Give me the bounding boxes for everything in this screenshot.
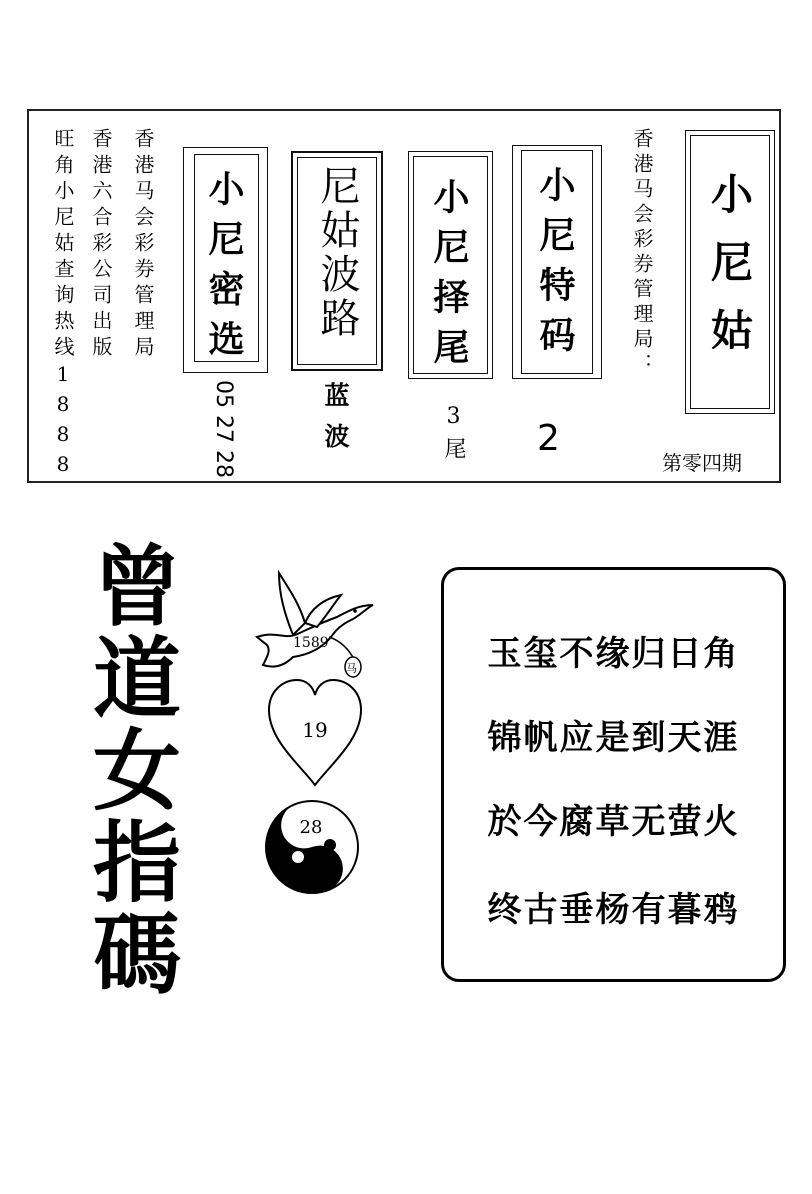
poem-box <box>441 567 786 982</box>
poem-line-2: 锦帆应是到天涯 <box>487 718 740 758</box>
box-special-code-result: 2 <box>537 418 560 459</box>
box-tail-pick-title: 小尼择尾 <box>428 178 470 378</box>
right-bureau-column: 香港马会彩券管理局： <box>630 128 654 378</box>
poem-line-3: 於今腐草无萤火 <box>487 802 740 842</box>
hotline-column: 旺角小尼姑查询热线1888 <box>51 128 75 482</box>
bureau-column: 香港马会彩券管理局 <box>131 128 155 362</box>
heart-number: 19 <box>302 718 328 742</box>
secret-pick-numbers: 05 27 28 <box>211 380 236 478</box>
poem-line-1: 玉玺不缘归日角 <box>487 634 740 674</box>
yinyang-number: 28 <box>299 817 323 838</box>
box-secret-pick-title: 小尼密选 <box>203 170 245 370</box>
issue-number: 第零四期 <box>662 451 742 475</box>
yinyang-icon <box>253 796 358 906</box>
box-color-path-result: 蓝波 <box>321 382 350 464</box>
box-special-code-title: 小尼特码 <box>534 166 576 366</box>
publisher-column: 香港六合彩公司出版 <box>89 128 113 362</box>
brand-title: 小尼姑 <box>705 172 754 376</box>
box-tail-pick-result: 3尾 <box>441 404 466 467</box>
poem-line-4: 终古垂杨有暮鸦 <box>487 890 740 930</box>
symbol-column <box>245 565 385 915</box>
dove-number: 1589 <box>293 635 329 651</box>
dove-tag: 马 <box>346 662 357 675</box>
box-color-path-title: 尼姑波路 <box>314 165 360 341</box>
box-secret-pick-result <box>211 380 236 484</box>
big-title: 曾道女指碼 <box>79 540 182 1000</box>
